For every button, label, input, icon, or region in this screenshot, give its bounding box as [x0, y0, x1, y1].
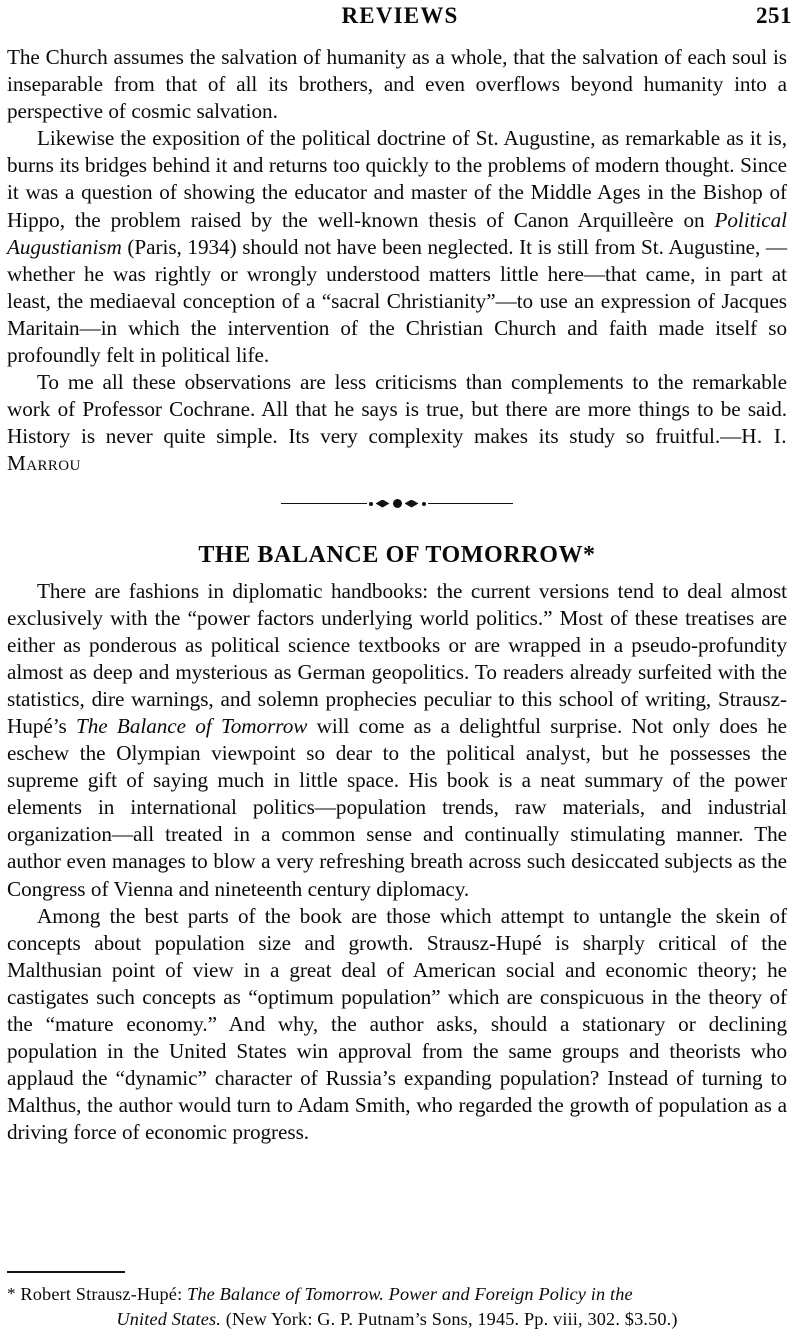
running-head-title: REVIEWS	[341, 3, 459, 28]
paragraph-opening	[7, 578, 787, 903]
paragraph-text-part-a: There are fashions in diplomatic handbooks: the current versions tend to deal almost exclusively with the “power factors underlying world politics.” Most of these treatises are either as ponderous as political science textbooks or are wrapped in a pseudo-profundity almost as deep and mysterious as German geopolitics. To readers already surfeited with the statistics, dire warnings, and solemn prophecies peculiar to this school of writing, Strausz-Hupé’s	[7, 578, 787, 738]
paragraph-continuation	[7, 44, 787, 125]
footnote-line-1	[7, 1282, 787, 1307]
paragraph-text-part-b: will come as a delightful surprise. Not only does he eschew the Olympian viewpoint so dear to the political analyst, but he possesses the supreme gift of saying much in little space. His book is a neat summary of the power elements in international politics—population trends, raw materials, and industrial organization—all treated in a common sense and continually stimulating manner. The author even manages to blow a very refreshing breath across such desiccated subjects as the Congress of Vienna and nineteenth century diplomacy.	[7, 713, 788, 901]
paragraph-likewise	[7, 125, 787, 369]
ornament-tick-left	[369, 502, 373, 506]
running-head	[0, 2, 800, 32]
ornament-dot-center	[393, 499, 402, 508]
footnote-marker: *	[7, 1284, 16, 1303]
reviewed-book-title: The Balance of Tomorrow	[76, 713, 308, 738]
review-title: THE BALANCE OF TOMORROW*	[198, 541, 596, 568]
footnote-imprint: (New York: G. P. Putnam’s Sons, 1945. Pp. viii, 302. $3.50.)	[221, 1308, 678, 1329]
paragraph-text-part-b: (Paris, 1934) should not have been neglected. It is still from St. Augustine, —whether he was rightly or wrongly understood matters little here—that came, in part at least, the mediaeval conception of a “sacral Christianity”—to use an expression of Jacques Maritain—in which the intervention of the Christian Church and faith made itself so profoundly felt in political life.	[7, 234, 787, 368]
paragraph-closing	[7, 369, 787, 477]
footnote-author: Robert Strausz-Hupé:	[20, 1284, 188, 1304]
footnote-block	[7, 1271, 787, 1332]
cited-work-title: Political Augustianism	[7, 207, 787, 259]
reviewer-signature: H. I. Marrou	[7, 424, 787, 476]
page-number: 251	[756, 3, 792, 28]
section-break-ornament	[7, 478, 787, 524]
paragraph-population	[7, 903, 787, 1147]
footnote-separator-rule	[7, 1271, 125, 1274]
paragraph-text-part-a: Likewise the exposition of the political doctrine of St. Augustine, as remarkable as it is, burns its bridges behind it and returns too quickly to the problems of modern thought. Since it was a question of showing the educator and master of the Middle Ages in the Bishop of Hippo, the problem raised by the well-known thesis of Canon Arquilleère on	[7, 126, 787, 232]
paragraph-text: The Church assumes the salvation of humanity as a whole, that the salvation of each soul is inseparable from that of all its brothers, and even overflows beyond humanity into a perspective of cosmic salvation.	[7, 45, 787, 124]
footnote-book-title: The Balance of Tomorrow. Power and Foreign Policy in the	[187, 1284, 633, 1304]
ornament-inner	[281, 498, 513, 510]
ornament-diamond-left	[376, 500, 390, 508]
ornament-tick-right	[422, 502, 426, 506]
footnote-book-title-cont: United States.	[116, 1308, 222, 1329]
paragraph-text: Among the best parts of the book are those which attempt to untangle the skein of concepts about population size and growth. Strausz-Hupé is sharply critical of the Malthusian point of view in a great deal of American social and economic theory; he castigates such concepts as “optimum population” which are conspicuous in the theory of the “mature economy.” And why, the author asks, should a stationary or declining population in the United States win approval from the same groups and theorists who applaud the “dynamic” character of Russia’s expanding population? Instead of turning to Malthus, the author would turn to Adam Smith, who regarded the growth of population as a driving force of economic progress.	[7, 903, 787, 1145]
ornament-rule-right	[428, 503, 514, 504]
footnote-line-2	[7, 1307, 787, 1332]
text-column	[7, 44, 787, 1146]
ornament-rule-left	[281, 503, 367, 504]
ornament-diamond-right	[405, 500, 419, 508]
paragraph-text: To me all these observations are less criticisms than complements to the remarkable work of Professor Cochrane. All that he says is true, but there are more things to be said. History is never quite simple. Its very complexity makes its study so fruitful.—	[7, 370, 787, 449]
